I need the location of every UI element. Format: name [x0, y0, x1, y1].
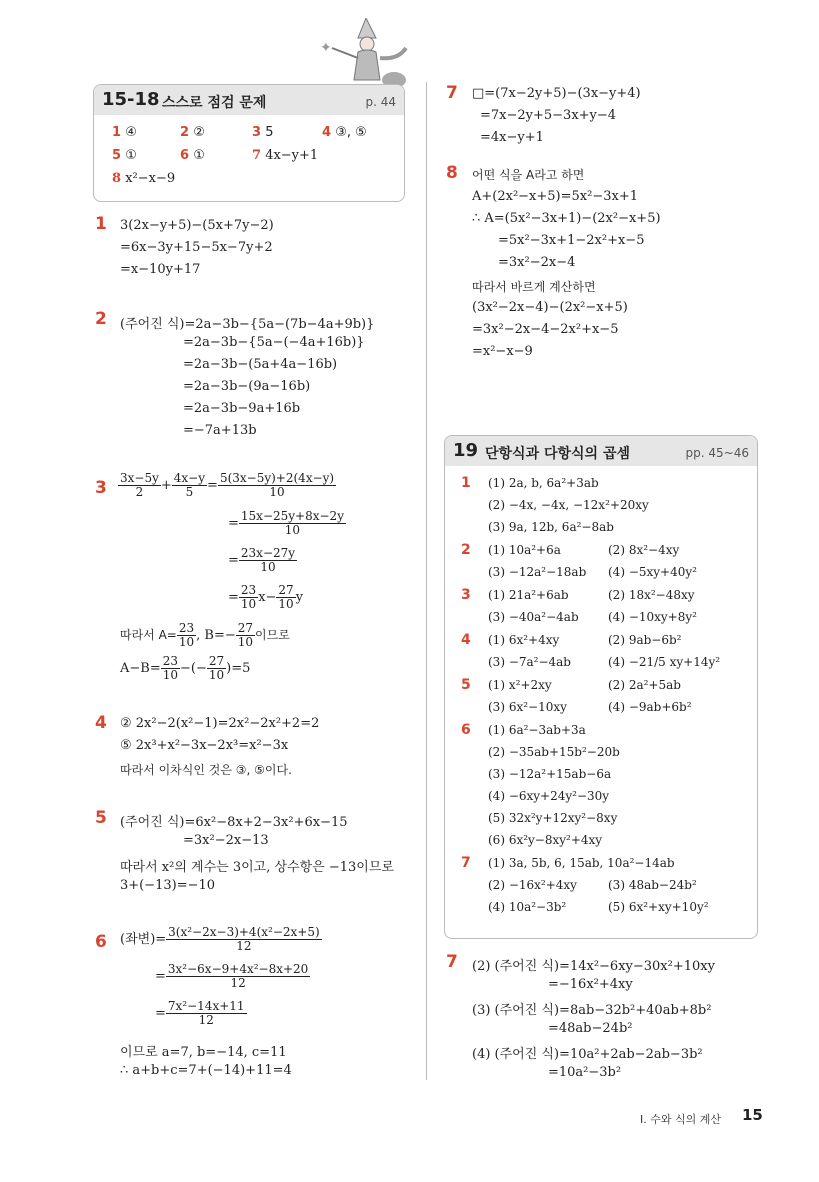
- solution-5-line: 따라서 x²의 계수는 3이고, 상수항은 −13이므로: [120, 860, 394, 875]
- quick-answer-6: 6 ①: [180, 148, 205, 163]
- solution-3-line: = $\frac{15x-25y+8x-2y}{10}$: [228, 509, 344, 538]
- solution-8-number: 8: [446, 163, 458, 183]
- solution-8-line: ∴ A=(5x²−3x+1)−(2x²−x+5): [472, 211, 661, 226]
- solution-7-line: □=(7x−2y+5)−(3x−y+4): [472, 86, 641, 101]
- solution-6-line: = $\frac{\text{7x²−14x+11}}{12}$: [155, 999, 245, 1028]
- solution-4-line: ② 2x²−2(x²−1)=2x²−2x²+2=2: [120, 716, 320, 731]
- section-19-answer: (1) 21a²+6ab: [488, 588, 569, 602]
- section-19-answer: (2) −16x²+4xy: [488, 878, 577, 892]
- solution-8-line: =3x²−2x−4: [498, 255, 576, 270]
- solution-8-line: A+(2x²−x+5)=5x²−3x+1: [472, 189, 638, 204]
- section-19-answer: (5) 32x²y+12xy²−8xy: [488, 811, 618, 825]
- solution-1-number: 1: [95, 214, 107, 234]
- section-19-answer: (2) −35ab+15b²−20b: [488, 745, 620, 759]
- solution-7b-line: =10a²−3b²: [548, 1065, 622, 1080]
- solution-7b-line: (3) (주어진 식)=8ab−32b²+40ab+8b²: [472, 1003, 712, 1018]
- solution-8-line: =x²−x−9: [472, 344, 533, 359]
- solution-7-number: 7: [446, 83, 458, 103]
- quick-answer-4: 4 ③, ⑤: [322, 125, 367, 140]
- section-19-answer: (1) 6a²−3ab+3a: [488, 723, 586, 737]
- solution-1-line: 3(2x−y+5)−(5x+7y−2): [120, 218, 274, 233]
- section-number: 19: [453, 440, 479, 461]
- solution-7b-number: 7: [446, 952, 458, 972]
- section-19-answer: (3) −7a²−4ab: [488, 655, 571, 669]
- section-19-item-number: 5: [461, 677, 471, 693]
- solution-2-line: =2a−3b−(5a+4a−16b): [183, 357, 338, 372]
- section-19-answer: (1) x²+2xy: [488, 678, 552, 692]
- solution-6-line: 이므로 a=7, b=−14, c=11: [120, 1045, 287, 1060]
- solution-2-number: 2: [95, 309, 107, 329]
- quick-answer-2: 2 ②: [180, 125, 205, 140]
- solution-1-line: =6x−3y+15−5x−7y+2: [120, 240, 273, 255]
- section-19-answer: (2) 9ab−6b²: [608, 633, 682, 647]
- section-19-answer: (3) −12a²+15ab−6a: [488, 767, 612, 781]
- solution-7-line: =4x−y+1: [480, 130, 544, 145]
- solution-7b-line: =48ab−24b²: [548, 1021, 633, 1036]
- section-19-answer: (2) −4x, −4x, −12x²+20xy: [488, 498, 649, 512]
- page-ref: p. 44: [365, 95, 396, 109]
- section-19-answer: (6) 6x²y−8xy²+4xy: [488, 833, 603, 847]
- solution-4-line: 따라서 이차식인 것은 ③, ⑤이다.: [120, 763, 292, 777]
- solution-3-line: A−B= $\frac{23}{10}$ −(− $\frac{27}{10}$ )=5: [120, 654, 251, 683]
- solution-3-number: 3: [95, 478, 107, 498]
- solution-8-line: 어떤 식을 A라고 하면: [472, 168, 585, 182]
- solution-8-line: =3x²−2x−4−2x²+x−5: [472, 322, 619, 337]
- solution-3-line: = $\frac{23x-27y}{10}$: [228, 546, 296, 575]
- section-19-answer: (2) 2a²+5ab: [608, 678, 681, 692]
- solution-2-line: =2a−3b−{5a−(−4a+16b)}: [183, 335, 365, 350]
- section-19-item-number: 1: [461, 475, 471, 491]
- solution-5-line: (주어진 식)=6x²−8x+2−3x²+6x−15: [120, 815, 348, 830]
- quick-answer-1: 1 ④: [112, 125, 137, 140]
- section-19-answer: (3) −40a²−4ab: [488, 610, 579, 624]
- section-19-item-number: 3: [461, 587, 471, 603]
- solution-4-number: 4: [95, 713, 107, 733]
- section-title: 스스로 점검 문제: [162, 95, 267, 111]
- section-19-answer: (1) 10a²+6a: [488, 543, 561, 557]
- solution-1-line: =x−10y+17: [120, 262, 201, 277]
- solution-6-line: (좌변)= $\frac{\text{3(x²−2x−3)+4(x²−2x+5)}}{12}$: [120, 925, 320, 954]
- section-19-item-number: 6: [461, 722, 471, 738]
- solution-7b-line: =−16x²+4xy: [548, 977, 633, 992]
- section-19-answer: (4) −5xy+40y²: [608, 565, 697, 579]
- page-ref: pp. 45~46: [685, 446, 749, 460]
- solution-4-line: ⑤ 2x³+x²−3x−2x³=x²−3x: [120, 738, 289, 753]
- section-title: 단항식과 다항식의 곱셈: [485, 446, 630, 462]
- solution-7-line: =7x−2y+5−3x+y−4: [480, 108, 617, 123]
- solution-8-line: =5x²−3x+1−2x²+x−5: [498, 233, 645, 248]
- svg-text:✦: ✦: [320, 40, 332, 56]
- section-19-answer: (4) −10xy+8y²: [608, 610, 697, 624]
- solution-7b-line: (4) (주어진 식)=10a²+2ab−2ab−3b²: [472, 1047, 703, 1062]
- section-19-answer: (4) −21/5 xy+14y²: [608, 655, 721, 669]
- solution-2-line: (주어진 식)=2a−3b−{5a−(7b−4a+9b)}: [120, 317, 375, 332]
- page-number: 15: [742, 1106, 763, 1124]
- section-number: 15-18: [102, 89, 160, 110]
- solution-2-line: =−7a+13b: [183, 423, 257, 438]
- section-19-answer: (2) 18x²−48xy: [608, 588, 695, 602]
- section-19-answer: (3) −12a²−18ab: [488, 565, 587, 579]
- section-19-answer: (4) −6xy+24y²−30y: [488, 789, 610, 803]
- section-19-answer: (4) −9ab+6b²: [608, 700, 692, 714]
- quick-answer-5: 5 ①: [112, 148, 137, 163]
- solution-5-line: 3+(−13)=−10: [120, 878, 216, 893]
- section-19-answer: (5) 6x²+xy+10y²: [608, 900, 709, 914]
- section-19-answer: (1) 6x²+4xy: [488, 633, 560, 647]
- section-19-answer: (4) 10a²−3b²: [488, 900, 567, 914]
- self-check-box: [93, 84, 405, 202]
- solution-7b-line: (2) (주어진 식)=14x²−6xy−30x²+10xy: [472, 959, 715, 974]
- footer-section: I. 수와 식의 계산: [640, 1113, 721, 1126]
- solution-3-line: = $\frac{23}{10}$ x− $\frac{27}{10}$ y: [228, 583, 304, 612]
- section-19-answer: (3) 48ab−24b²: [608, 878, 697, 892]
- quick-answer-3: 3 5: [252, 125, 274, 140]
- solution-5-number: 5: [95, 808, 107, 828]
- solution-2-line: =2a−3b−(9a−16b): [183, 379, 311, 394]
- solution-6-line: ∴ a+b+c=7+(−14)+11=4: [120, 1063, 292, 1078]
- quick-answer-7: 7 4x−y+1: [252, 148, 319, 163]
- solution-6-number: 6: [95, 932, 107, 952]
- solution-5-line: =3x²−2x−13: [183, 833, 269, 848]
- column-divider: [426, 82, 427, 1080]
- section-19-answer: (1) 2a, b, 6a²+3ab: [488, 476, 599, 490]
- section-19-answer: (3) 9a, 12b, 6a²−8ab: [488, 520, 614, 534]
- quick-answer-8: 8 x²−x−9: [112, 171, 176, 186]
- solution-3-line: 따라서 A= $\frac{23}{10}$ , B=− $\frac{27}{10}$ 이므로: [120, 621, 290, 650]
- section-19-item-number: 7: [461, 855, 471, 871]
- wizard-illustration: [318, 18, 410, 90]
- section-19-item-number: 2: [461, 542, 471, 558]
- solution-3-line: $\frac{3x-5y}{2}$ + $\frac{4x-y}{5}$ = $\frac{5(3x-5y)+2(4x-y)}{10}$: [120, 471, 335, 500]
- section-19-answer: (3) 6x²−10xy: [488, 700, 567, 714]
- solution-6-line: = $\frac{\text{3x²−6x−9+4x²−8x+20}}{12}$: [155, 962, 309, 991]
- solution-2-line: =2a−3b−9a+16b: [183, 401, 301, 416]
- section-19-answer: (2) 8x²−4xy: [608, 543, 680, 557]
- solution-8-line: 따라서 바르게 계산하면: [472, 280, 596, 294]
- section-19-item-number: 4: [461, 632, 471, 648]
- section-19-answer: (1) 3a, 5b, 6, 15ab, 10a²−14ab: [488, 856, 675, 870]
- solution-8-line: (3x²−2x−4)−(2x²−x+5): [472, 300, 628, 315]
